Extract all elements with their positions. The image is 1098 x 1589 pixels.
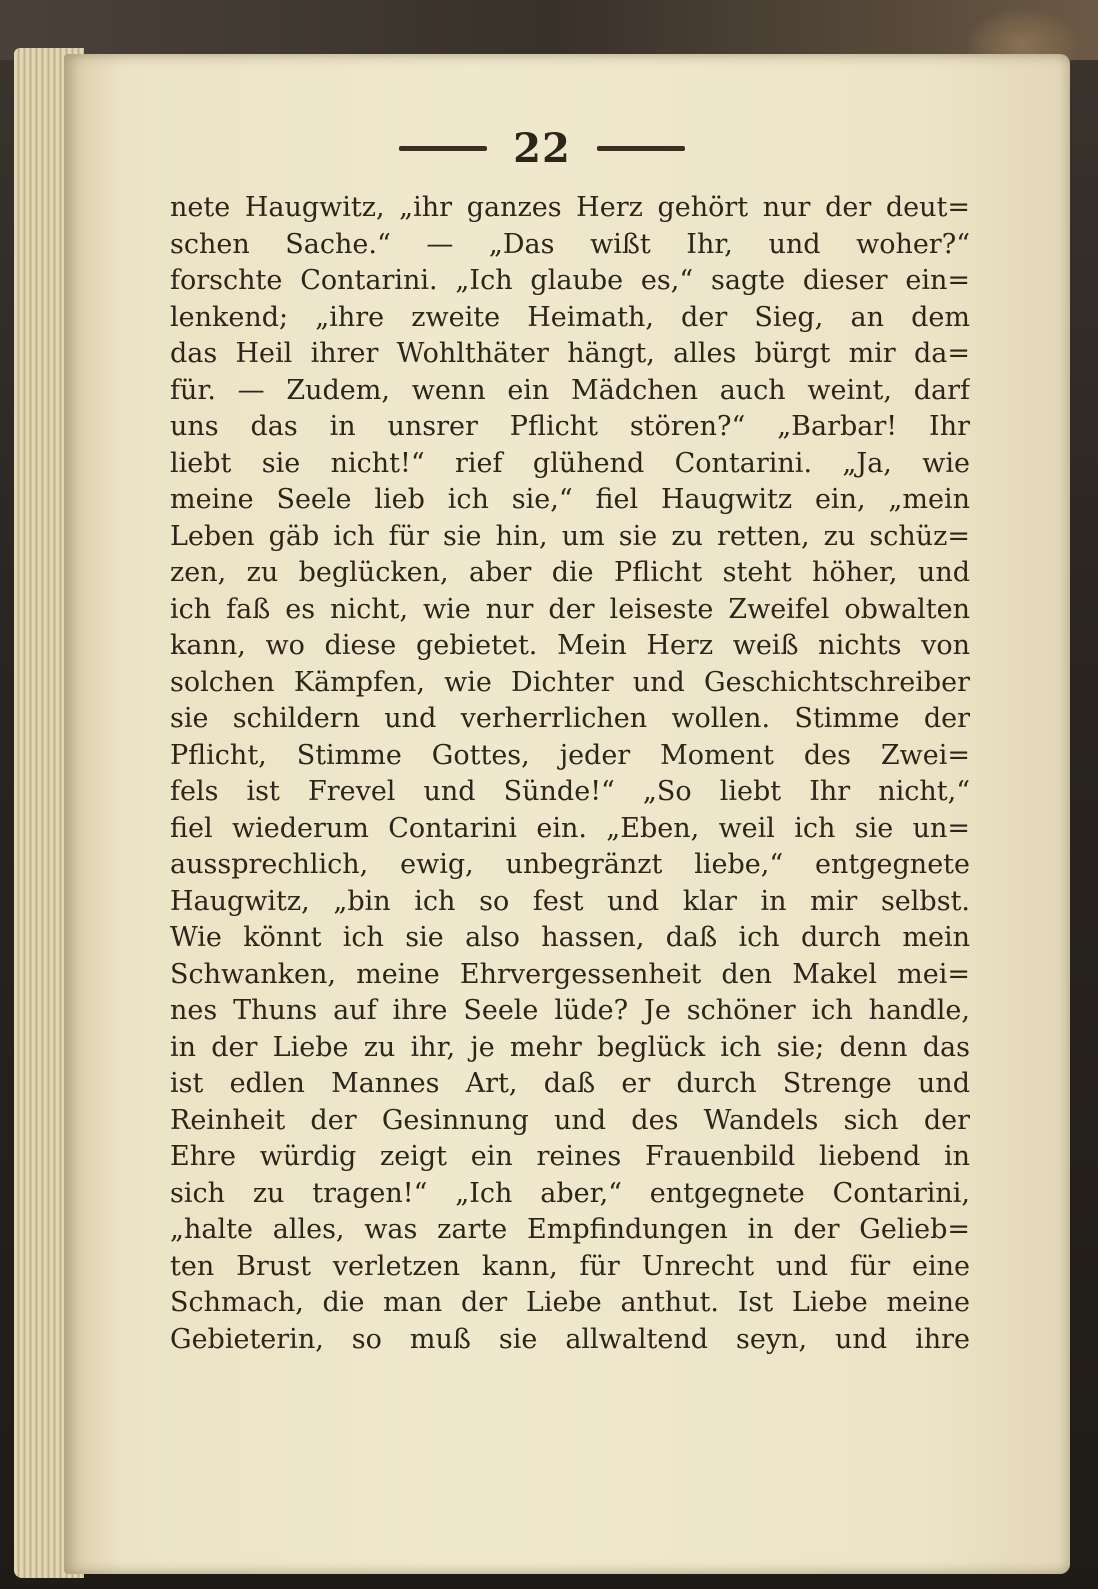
- text-line: forschte Contarini. „Ich glaube es,“ sagte dieser ein=: [170, 265, 970, 296]
- text-line: „halte alles, was zarte Empfindungen in der Gelieb=: [170, 1214, 970, 1245]
- text-line: Gebieterin, so muß sie allwaltend seyn, und ihre: [170, 1323, 970, 1355]
- text-line: lenkend; „ihre zweite Heimath, der Sieg, an dem: [170, 301, 970, 333]
- text-line: kann, wo diese gebietet. Mein Herz weiß nichts von: [170, 630, 970, 661]
- header-rule-left: [399, 146, 487, 151]
- text-line: Ehre würdig zeigt ein reines Frauenbild liebend in: [170, 1141, 970, 1172]
- text-line: sich zu tragen!“ „Ich aber,“ entgegnete Contarini,: [170, 1177, 970, 1209]
- text-line: solchen Kämpfen, wie Dichter und Geschichtschreiber: [170, 666, 970, 698]
- text-line: fels ist Frevel und Sünde!“ „So liebt Ihr nicht,“: [170, 776, 970, 807]
- text-line: liebt sie nicht!“ rief glühend Contarini. „Ja, wie: [170, 447, 970, 479]
- page-number: 22: [513, 124, 571, 172]
- text-line: Pflicht, Stimme Gottes, jeder Moment des Zwei=: [170, 739, 970, 771]
- text-line: Reinheit der Gesinnung und des Wandels sich der: [170, 1104, 970, 1136]
- text-line: Wie könnt ich sie also hassen, daß ich durch mein: [170, 922, 970, 953]
- text-line: nete Haugwitz, „ihr ganzes Herz gehört nur der deut=: [170, 192, 970, 223]
- text-line: Haugwitz, „bin ich so fest und klar in mir selbst.: [170, 885, 970, 917]
- text-line: für. — Zudem, wenn ein Mädchen auch weint, darf: [170, 374, 970, 406]
- text-line: schen Sache.“ — „Das wißt Ihr, und woher?“: [170, 228, 970, 260]
- text-line: ten Brust verletzen kann, für Unrecht und für eine: [170, 1250, 970, 1282]
- text-line: ich faß es nicht, wie nur der leiseste Zweifel obwalten: [170, 593, 970, 625]
- text-line: Leben gäb ich für sie hin, um sie zu retten, zu schüz=: [170, 520, 970, 552]
- text-line: fiel wiederum Contarini ein. „Eben, weil ich sie un=: [170, 812, 970, 844]
- text-line: in der Liebe zu ihr, je mehr beglück ich sie; denn das: [170, 1031, 970, 1063]
- cover-top-edge: [0, 0, 1098, 60]
- text-line: meine Seele lieb ich sie,“ fiel Haugwitz ein, „mein: [170, 484, 970, 515]
- text-line: uns das in unsrer Pflicht stören?“ „Barbar! Ihr: [170, 411, 970, 442]
- page-header: [352, 118, 732, 178]
- text-line: das Heil ihrer Wohlthäter hängt, alles bürgt mir da=: [170, 338, 970, 369]
- text-line: zen, zu beglücken, aber die Pflicht steht höher, und: [170, 557, 970, 588]
- text-line: Schwanken, meine Ehrvergessenheit den Makel mei=: [170, 958, 970, 990]
- text-line: nes Thuns auf ihre Seele lüde? Je schöner ich handle,: [170, 995, 970, 1026]
- text-line: sie schildern und verherrlichen wollen. Stimme der: [170, 703, 970, 734]
- text-line: Schmach, die man der Liebe anthut. Ist Liebe meine: [170, 1287, 970, 1318]
- page-text: [170, 190, 970, 1358]
- text-line: ist edlen Mannes Art, daß er durch Strenge und: [170, 1068, 970, 1099]
- text-line: aussprechlich, ewig, unbegränzt liebe,“ entgegnete: [170, 849, 970, 880]
- header-rule-right: [597, 146, 685, 151]
